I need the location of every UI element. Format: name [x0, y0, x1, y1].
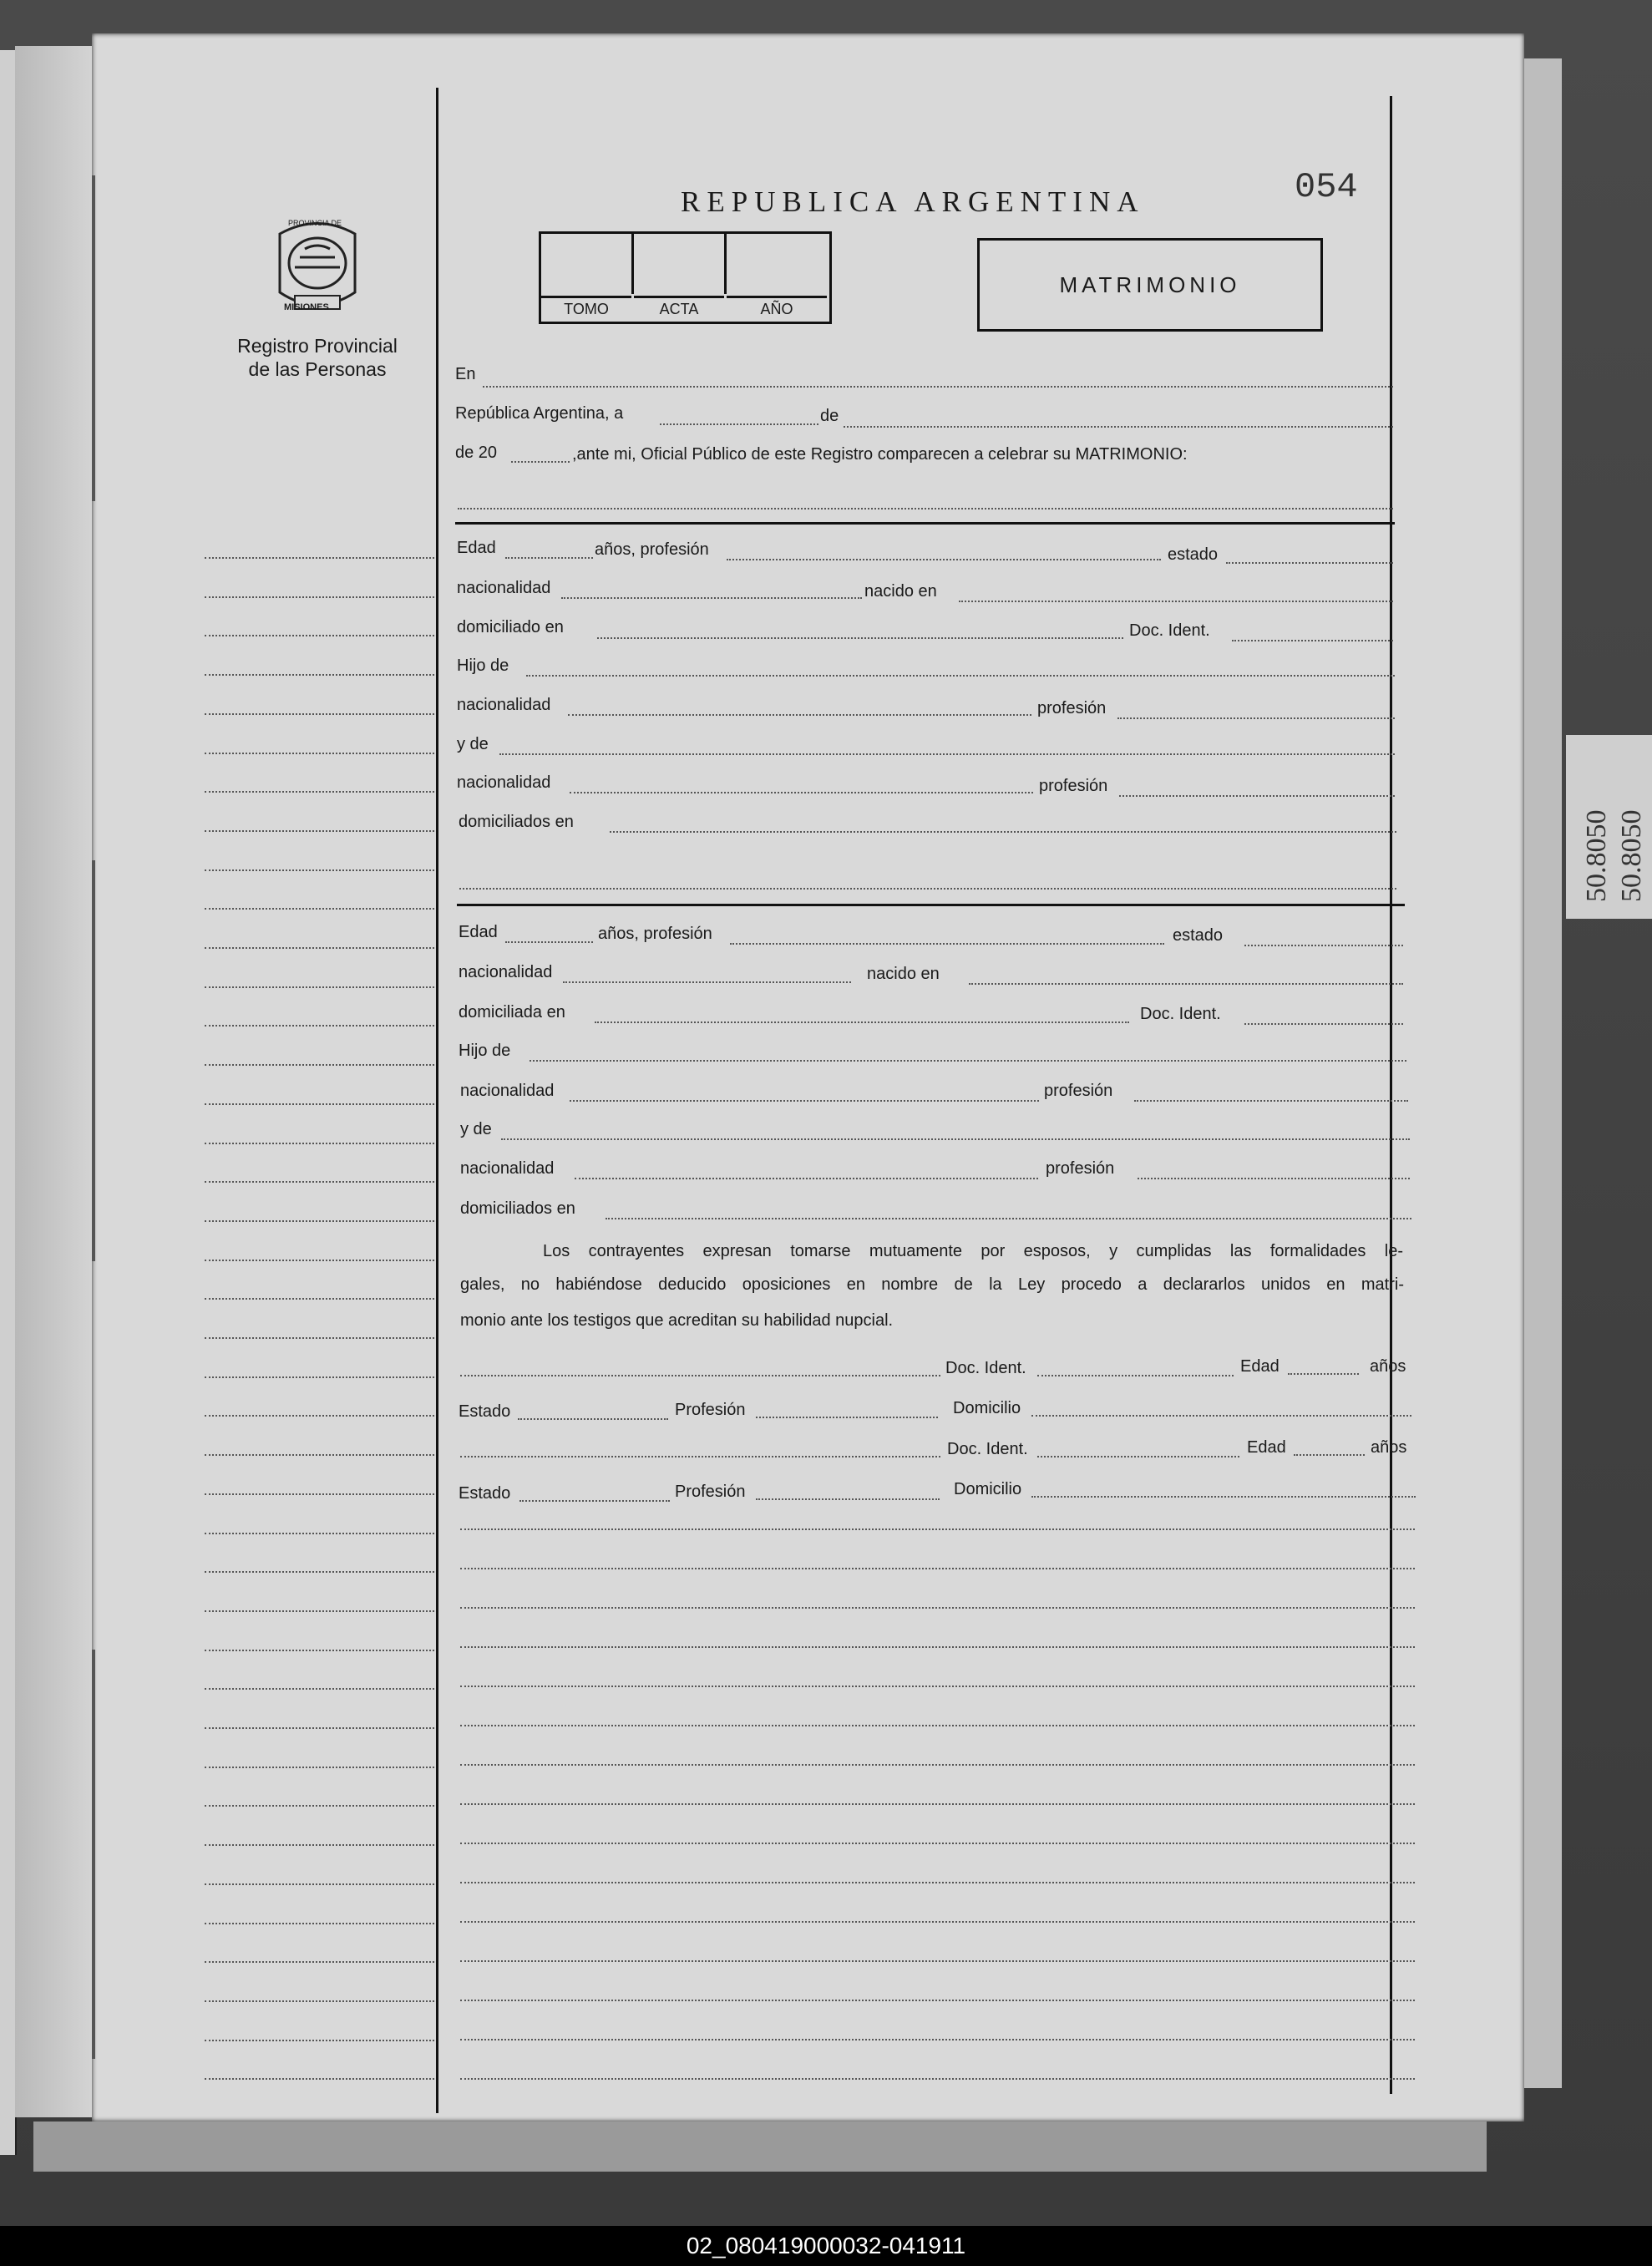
- b1-blank-prof-padre[interactable]: [1117, 717, 1395, 719]
- b1-blank-edad[interactable]: [505, 557, 593, 559]
- notes-blank-line[interactable]: [460, 1686, 1415, 1687]
- registry-name: [226, 334, 409, 381]
- blank-line[interactable]: [459, 888, 1396, 890]
- b2-blank-profesion[interactable]: [730, 943, 1164, 945]
- b2-estado: estado: [1173, 926, 1224, 945]
- margin-blank-line[interactable]: [205, 1454, 434, 1456]
- w1-blank-doc[interactable]: [1037, 1375, 1234, 1376]
- b1-edad: Edad: [457, 539, 496, 557]
- margin-blank-line[interactable]: [205, 1727, 434, 1729]
- margin-blank-line[interactable]: [205, 1143, 434, 1144]
- w1-blank-name[interactable]: [460, 1375, 940, 1376]
- right-margin-rule: [1390, 96, 1392, 2094]
- b2-blank-domicilio[interactable]: [595, 1021, 1129, 1023]
- w1-blank-estado[interactable]: [518, 1418, 668, 1420]
- b1-domiciliados: domiciliados en: [459, 813, 574, 831]
- w2-blank-doc[interactable]: [1037, 1456, 1239, 1457]
- b2-anos-profesion: años, profesión: [598, 925, 712, 943]
- notes-blank-line[interactable]: [460, 2000, 1415, 2001]
- b2-nacionalidad: nacionalidad: [459, 963, 553, 981]
- margin-blank-line[interactable]: [205, 1376, 434, 1378]
- b2-domiciliada: domiciliada en: [459, 1003, 565, 1021]
- record-type-box: [977, 238, 1323, 332]
- margin-blank-line[interactable]: [205, 1923, 434, 1924]
- shadow-strip: [33, 2122, 1487, 2172]
- notes-blank-line[interactable]: [460, 1803, 1415, 1805]
- margin-blank-line[interactable]: [205, 1415, 434, 1417]
- b1-blank-hijo[interactable]: [526, 675, 1395, 677]
- margin-blank-line[interactable]: [205, 1961, 434, 1963]
- seal-top-text: PROVINCIA DE: [288, 219, 342, 227]
- binding-mark: [92, 860, 95, 1261]
- w1-edad: Edad: [1240, 1357, 1280, 1376]
- b2-blank-estado[interactable]: [1244, 945, 1403, 946]
- w2-blank-profesion[interactable]: [756, 1498, 940, 1500]
- page-stack-edge: [1524, 58, 1562, 2088]
- notes-blank-line[interactable]: [460, 1607, 1415, 1609]
- w2-anos: años: [1371, 1438, 1407, 1457]
- b1-blank-nac-padre[interactable]: [568, 714, 1031, 716]
- b2-hijo-de: Hijo de: [459, 1042, 511, 1060]
- label-republica: República Argentina, a: [455, 404, 624, 423]
- b1-anos-profesion: años, profesión: [595, 540, 709, 559]
- margin-blank-line[interactable]: [205, 1103, 434, 1105]
- b1-nac-madre: nacionalidad: [457, 773, 551, 792]
- b1-nacionalidad: nacionalidad: [457, 579, 551, 597]
- b2-prof-padre: profesión: [1044, 1082, 1113, 1100]
- b1-prof-madre: profesión: [1039, 777, 1108, 795]
- blank-month[interactable]: [844, 426, 1393, 428]
- scan-file-id: 02_080419000032-041911: [0, 2226, 1652, 2266]
- margin-blank-line[interactable]: [205, 674, 434, 676]
- margin-blank-line[interactable]: [205, 635, 434, 636]
- margin-blank-line[interactable]: [205, 830, 434, 832]
- margin-blank-line[interactable]: [205, 1610, 434, 1612]
- registry-line-2: de las Personas: [248, 358, 387, 380]
- margin-blank-line[interactable]: [205, 1688, 434, 1690]
- margin-blank-line[interactable]: [205, 869, 434, 871]
- grid-cell-tomo: [541, 234, 634, 294]
- declaration-line-2: gales, no habiéndose deducido oposiciones en nombre de la Ley procedo a declararlos unidos en matri-: [460, 1275, 1404, 1294]
- binding-mark: [92, 175, 95, 501]
- tomo-acta-ano-grid: [539, 231, 832, 324]
- label-en: En: [455, 365, 476, 383]
- margin-blank-line[interactable]: [205, 1064, 434, 1066]
- seal-bottom-text: MISIONES: [284, 302, 329, 312]
- margin-blank-line[interactable]: [205, 947, 434, 949]
- page-title: REPUBLICA ARGENTINA: [681, 185, 1145, 218]
- margin-blank-line[interactable]: [205, 1844, 434, 1846]
- margin-blank-line[interactable]: [205, 1533, 434, 1534]
- b1-y-de: y de: [457, 735, 489, 753]
- b1-blank-profesion[interactable]: [727, 559, 1161, 560]
- b2-domiciliados: domiciliados en: [460, 1199, 575, 1218]
- margin-blank-line[interactable]: [205, 1260, 434, 1261]
- declaration-line-3: monio ante los testigos que acreditan su habilidad nupcial.: [460, 1311, 894, 1330]
- grid-label-acta: ACTA: [634, 296, 724, 318]
- blank-line[interactable]: [458, 508, 1393, 509]
- b2-blank-domiciliados[interactable]: [606, 1218, 1411, 1219]
- w2-edad: Edad: [1247, 1438, 1286, 1457]
- b2-blank-nac-madre[interactable]: [575, 1178, 1038, 1179]
- margin-blank-line[interactable]: [205, 596, 434, 598]
- b1-estado: estado: [1168, 545, 1219, 564]
- w1-blank-edad[interactable]: [1288, 1373, 1359, 1375]
- registry-line-1: Registro Provincial: [237, 335, 398, 357]
- margin-blank-line[interactable]: [205, 713, 434, 715]
- margin-blank-line[interactable]: [205, 2040, 434, 2041]
- margin-blank-line[interactable]: [205, 2000, 434, 2002]
- b1-blank-nacionalidad[interactable]: [561, 597, 862, 599]
- declaration-line-1: Los contrayentes expresan tomarse mutuamente por esposos, y cumplidas las formalidades le-: [543, 1242, 1403, 1260]
- notes-blank-line[interactable]: [460, 1960, 1415, 1962]
- record-type: MATRIMONIO: [1059, 271, 1241, 297]
- margin-blank-line[interactable]: [205, 1181, 434, 1183]
- margin-blank-line[interactable]: [205, 2078, 434, 2080]
- margin-blank-line[interactable]: [205, 1767, 434, 1768]
- w1-doc-ident: Doc. Ident.: [945, 1359, 1026, 1377]
- b1-blank-domiciliados[interactable]: [610, 831, 1396, 833]
- b1-blank-domicilio[interactable]: [597, 637, 1123, 639]
- w1-profesion: Profesión: [675, 1401, 746, 1419]
- index-tab-2: 50.8050: [1616, 809, 1647, 902]
- b1-hijo-de: Hijo de: [457, 656, 509, 675]
- blank-line[interactable]: [483, 386, 1393, 388]
- notes-blank-line[interactable]: [460, 1646, 1415, 1648]
- b2-y-de: y de: [460, 1120, 492, 1138]
- w1-blank-profesion[interactable]: [756, 1417, 938, 1418]
- w2-blank-name[interactable]: [460, 1456, 940, 1457]
- grid-label-ano: AÑO: [727, 296, 827, 318]
- w1-anos: años: [1370, 1357, 1406, 1376]
- b2-blank-nac-padre[interactable]: [570, 1100, 1039, 1102]
- grid-label-tomo: TOMO: [541, 296, 631, 318]
- margin-blank-line[interactable]: [205, 908, 434, 910]
- margin-blank-line[interactable]: [205, 1025, 434, 1027]
- binding-mark: [92, 1650, 95, 2059]
- section-divider: [455, 522, 1395, 525]
- blank-day[interactable]: [660, 423, 818, 425]
- b1-blank-nacido[interactable]: [959, 601, 1393, 602]
- b2-blank-hijo[interactable]: [530, 1060, 1406, 1062]
- section-divider: [457, 904, 1405, 906]
- grid-cell-acta: [634, 234, 727, 294]
- margin-blank-line[interactable]: [205, 1883, 434, 1885]
- b1-blank-estado[interactable]: [1226, 562, 1393, 564]
- w2-profesion: Profesión: [675, 1483, 746, 1501]
- w2-domicilio: Domicilio: [954, 1480, 1022, 1498]
- b2-blank-edad[interactable]: [505, 941, 593, 943]
- notes-blank-line[interactable]: [460, 1568, 1415, 1569]
- w2-blank-edad[interactable]: [1294, 1454, 1365, 1456]
- margin-blank-line[interactable]: [205, 1220, 434, 1222]
- label-de-20: de 20: [455, 444, 498, 462]
- w2-doc-ident: Doc. Ident.: [947, 1440, 1028, 1458]
- margin-blank-line[interactable]: [205, 1298, 434, 1300]
- margin-blank-line[interactable]: [205, 1805, 434, 1807]
- b1-prof-padre: profesión: [1037, 699, 1107, 717]
- blank-year[interactable]: [511, 461, 570, 463]
- margin-blank-line[interactable]: [205, 986, 434, 988]
- notes-blank-line[interactable]: [460, 2078, 1415, 2080]
- w1-domicilio: Domicilio: [953, 1399, 1021, 1417]
- b1-domiciliado: domiciliado en: [457, 618, 564, 636]
- label-ante-mi: ,ante mi, Oficial Público de este Registro comparecen a celebrar su MATRIMONIO:: [572, 445, 1188, 464]
- b1-blank-nac-madre[interactable]: [570, 792, 1033, 793]
- b2-doc-ident: Doc. Ident.: [1140, 1005, 1221, 1023]
- margin-blank-line[interactable]: [205, 1571, 434, 1573]
- margin-blank-line[interactable]: [205, 791, 434, 793]
- b2-blank-doc[interactable]: [1244, 1023, 1403, 1025]
- b1-blank-doc[interactable]: [1232, 640, 1393, 641]
- notes-blank-line[interactable]: [460, 1843, 1415, 1844]
- b1-nac-padre: nacionalidad: [457, 696, 551, 714]
- b2-blank-madre[interactable]: [501, 1138, 1410, 1140]
- margin-blank-line[interactable]: [205, 753, 434, 754]
- b1-blank-madre[interactable]: [499, 753, 1395, 755]
- notes-blank-line[interactable]: [460, 1725, 1415, 1726]
- w2-blank-domicilio[interactable]: [1031, 1496, 1416, 1498]
- w2-estado: Estado: [459, 1484, 511, 1503]
- b2-blank-nacido[interactable]: [969, 983, 1403, 985]
- adjacent-page-edge: [0, 50, 17, 2155]
- notes-blank-line[interactable]: [460, 2039, 1415, 2040]
- b2-prof-madre: profesión: [1046, 1159, 1115, 1178]
- w1-blank-domicilio[interactable]: [1031, 1415, 1411, 1417]
- notes-blank-line[interactable]: [460, 1921, 1415, 1923]
- margin-blank-line[interactable]: [205, 1650, 434, 1651]
- b1-blank-prof-madre[interactable]: [1119, 795, 1395, 797]
- b2-nacido-en: nacido en: [867, 965, 940, 983]
- index-tabs: [1566, 735, 1652, 919]
- b2-blank-prof-padre[interactable]: [1134, 1100, 1408, 1102]
- label-de: de: [820, 407, 839, 425]
- b1-nacido-en: nacido en: [864, 582, 937, 601]
- margin-blank-line[interactable]: [205, 1493, 434, 1495]
- margin-blank-line[interactable]: [205, 1337, 434, 1339]
- notes-blank-line[interactable]: [460, 1882, 1415, 1883]
- b2-nac-padre: nacionalidad: [460, 1082, 555, 1100]
- b2-nac-madre: nacionalidad: [460, 1159, 555, 1178]
- left-margin-rule: [436, 88, 438, 2113]
- b1-doc-ident: Doc. Ident.: [1129, 621, 1210, 640]
- binder-spine: [15, 46, 99, 2117]
- notes-blank-line[interactable]: [460, 1764, 1415, 1766]
- b2-blank-nacionalidad[interactable]: [563, 981, 851, 983]
- index-tab-1: 50.8050: [1581, 809, 1612, 902]
- notes-blank-line[interactable]: [460, 1528, 1415, 1530]
- b2-blank-prof-madre[interactable]: [1138, 1178, 1410, 1179]
- w1-estado: Estado: [459, 1402, 511, 1421]
- form-number: 054: [1295, 167, 1358, 207]
- w2-blank-estado[interactable]: [519, 1500, 670, 1502]
- margin-blank-line[interactable]: [205, 557, 434, 559]
- b2-edad: Edad: [459, 923, 498, 941]
